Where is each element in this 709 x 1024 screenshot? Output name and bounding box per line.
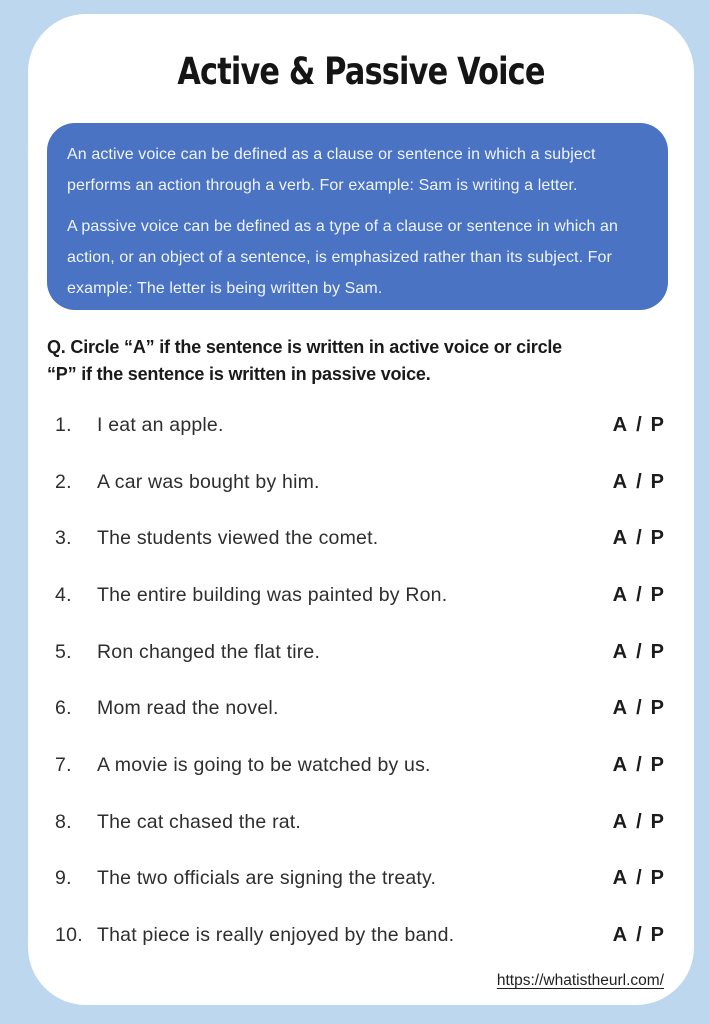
exercise-list: [28, 397, 694, 964]
exercise-row-8: [28, 794, 694, 851]
item-number: 4.: [55, 583, 72, 606]
exercise-row-2: [28, 454, 694, 511]
item-number: 1.: [55, 413, 72, 436]
choice-separator: /: [636, 697, 642, 720]
answer-choices: [613, 867, 664, 890]
item-number: 3.: [55, 527, 72, 550]
choice-active[interactable]: A: [612, 867, 628, 890]
item-number: 7.: [55, 753, 72, 776]
active-voice-definition: An active voice can be defined as a clause or sentence in which a subject performs an action through a verb. For example: Sam is writing a letter.: [67, 146, 596, 194]
choice-active[interactable]: A: [612, 640, 628, 663]
choice-separator: /: [636, 583, 642, 606]
passive-voice-definition: A passive voice can be defined as a type of a clause or sentence in which an action, or an object of a sentence, is emphasized rather than its subject. For example: The letter is being written by Sam.: [67, 218, 619, 297]
choice-separator: /: [636, 470, 642, 493]
footer: [28, 972, 694, 990]
choice-passive[interactable]: P: [650, 924, 664, 947]
choice-active[interactable]: A: [612, 697, 628, 720]
item-number: 6.: [55, 697, 72, 720]
answer-choices: [613, 641, 664, 664]
item-sentence: Ron changed the flat tire.: [97, 640, 321, 663]
choice-passive[interactable]: P: [650, 753, 664, 776]
choice-active[interactable]: A: [612, 527, 628, 550]
exercise-row-6: [28, 680, 694, 737]
choice-passive[interactable]: P: [650, 470, 664, 493]
item-sentence: The entire building was painted by Ron.: [97, 583, 448, 606]
exercise-row-7: [28, 737, 694, 794]
worksheet-page: [28, 14, 694, 1005]
choice-passive[interactable]: P: [650, 867, 664, 890]
choice-separator: /: [636, 867, 642, 890]
choice-separator: /: [636, 924, 642, 947]
choice-active[interactable]: A: [612, 753, 628, 776]
choice-separator: /: [636, 413, 642, 436]
choice-passive[interactable]: P: [650, 810, 664, 833]
choice-separator: /: [636, 810, 642, 833]
exercise-row-9: [28, 851, 694, 908]
exercise-row-5: [28, 624, 694, 681]
choice-active[interactable]: A: [612, 413, 628, 436]
worksheet-title: Active & Passive Voice: [177, 50, 545, 93]
choice-separator: /: [636, 753, 642, 776]
answer-choices: [613, 924, 664, 947]
website-link[interactable]: https://whatistheurl.com/: [496, 971, 664, 989]
choice-active[interactable]: A: [612, 583, 628, 606]
item-number: 5.: [55, 640, 72, 663]
item-sentence: I eat an apple.: [97, 413, 224, 436]
item-number: 9.: [55, 867, 72, 890]
item-sentence: The cat chased the rat.: [97, 810, 302, 833]
choice-separator: /: [636, 527, 642, 550]
exercise-row-1: [28, 397, 694, 454]
answer-choices: [613, 584, 664, 607]
answer-choices: [613, 697, 664, 720]
question-line-1: Q. Circle “A” if the sentence is written in active voice or circle: [47, 337, 562, 357]
choice-passive[interactable]: P: [650, 640, 664, 663]
choice-passive[interactable]: P: [650, 527, 664, 550]
choice-separator: /: [636, 640, 642, 663]
answer-choices: [613, 471, 664, 494]
definition-box: [47, 123, 668, 310]
choice-active[interactable]: A: [612, 810, 628, 833]
exercise-row-3: [28, 510, 694, 567]
answer-choices: [613, 811, 664, 834]
choice-passive[interactable]: P: [650, 583, 664, 606]
item-sentence: Mom read the novel.: [97, 697, 279, 720]
answer-choices: [613, 527, 664, 550]
item-sentence: The two officials are signing the treaty.: [97, 867, 437, 890]
item-number: 2.: [55, 470, 72, 493]
exercise-row-4: [28, 567, 694, 624]
item-sentence: A car was bought by him.: [97, 470, 320, 493]
question-line-2: “P” if the sentence is written in passive voice.: [47, 364, 431, 384]
item-sentence: That piece is really enjoyed by the band.: [97, 924, 455, 947]
question-instruction: [47, 334, 674, 388]
choice-passive[interactable]: P: [650, 413, 664, 436]
answer-choices: [613, 414, 664, 437]
item-number: 10.: [55, 924, 84, 947]
item-sentence: A movie is going to be watched by us.: [97, 753, 431, 776]
item-number: 8.: [55, 810, 72, 833]
choice-passive[interactable]: P: [650, 697, 664, 720]
answer-choices: [613, 754, 664, 777]
item-sentence: The students viewed the comet.: [97, 527, 379, 550]
choice-active[interactable]: A: [612, 924, 628, 947]
choice-active[interactable]: A: [612, 470, 628, 493]
exercise-row-10: [28, 907, 694, 964]
